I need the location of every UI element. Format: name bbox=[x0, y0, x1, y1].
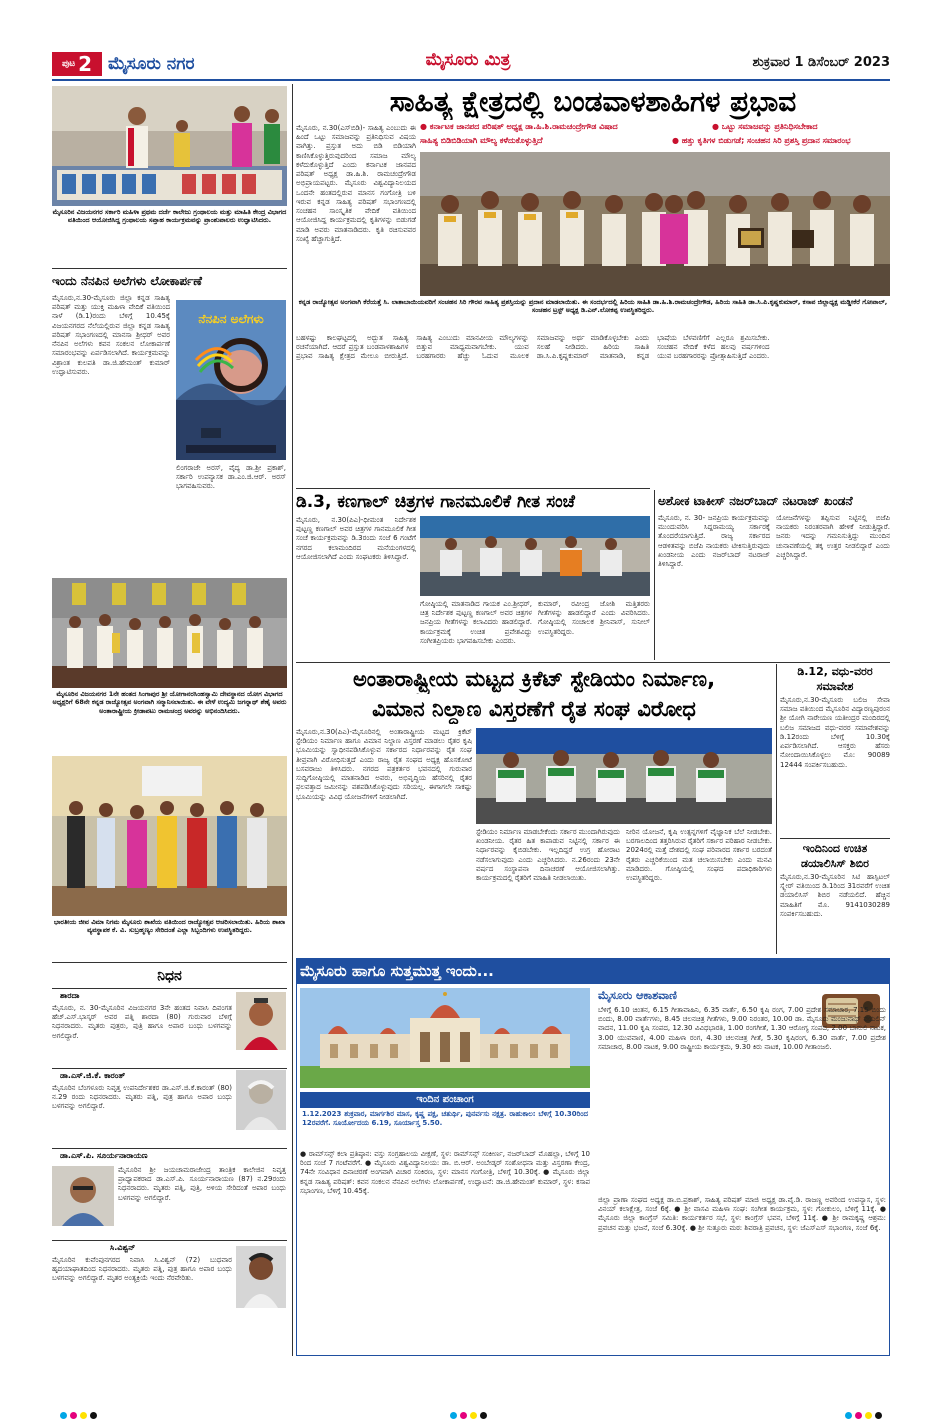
ashoka-headline: ಅಶೋಕ ಟಾಕೀಸ್ ನಜರ್‌ಬಾದ್ ನಟರಾಜ್ ಖಂಡನೆ bbox=[658, 494, 853, 508]
photo-library-caption: ಮೈಸೂರಿನ ವಿಜಯನಗರ ಸರ್ಕಾರಿ ಮಹಿಳಾ ಪ್ರಥಮ ದರ್ಜೆ ಕಾಲೇಜು ಗ್ರಂಥಾಲಯ ಮತ್ತು ಮಾಹಿತಿ ಕೇಂದ್ರ ವಿಭಾಗದ ವತಿಯಿಂದ ಆಯೋಜಿಸಿದ್ದ ಗ್ರಂಥಾಲಯ ಸಪ್ತಾಹ ಕಾರ್ಯಕ್ರಮವನ್ನು ಪ್ರಾಂಶುಪಾಲರು ಉದ್ಘಾಟಿಸಿದರು. bbox=[52, 208, 287, 225]
photo-music-press-meet bbox=[420, 516, 650, 596]
lead-subheadline-2: ● ಒಟ್ಟು ಸಮಾಜವನ್ನು ಪ್ರತಿನಿಧಿಸಬೇಕಾದ bbox=[712, 122, 818, 131]
page-number-badge bbox=[52, 52, 102, 76]
rule bbox=[52, 1240, 287, 1241]
rule bbox=[780, 838, 890, 839]
rule bbox=[52, 962, 287, 963]
music-headline: ಡಿ.3, ಕಣಗಾಲ್ ಚಿತ್ರಗಳ ಗಾನಮೂಲಿಕೆ ಗೀತ ಸಂಚೆ bbox=[296, 492, 575, 512]
printer-registration-marks bbox=[450, 1404, 510, 1414]
dialysis-body: ಮೈಸೂರು,ನ.30-ಮೈಸೂರಿನ ಸಿಟಿ ಹಾಸ್ಪಿಟಲ್ ಸ್ಕ್ವೇರ್ ವತಿಯಿಂದ ಡಿ.1ರಿಂದ 31ರವರೆಗೆ ಉಚಿತ ಡಯಾಲಿಸಿಸ್ ಶಿಬಿರ ನಡೆಯಲಿದೆ. ಹೆಚ್ಚಿನ ಮಾಹಿತಿಗೆ ಮೊ. 9141030289 ಸಂಪರ್ಕಿಸಬಹುದು. bbox=[780, 873, 890, 918]
cricket-headline-line-1: ಅಂತಾರಾಷ್ಟ್ರೀಯ ಮಟ್ಟದ ಕ್ರಿಕೆಟ್ ಸ್ಟೇಡಿಯಂ ನಿರ್ಮಾಣ, bbox=[352, 667, 716, 691]
story-nenapina-headline: ಇಂದು ನೆನಪಿನ ಅಲೆಗಳು ಲೋಕಾರ್ಪಣೆ bbox=[52, 274, 203, 288]
section-title: ಮೈಸೂರು ನಗರ bbox=[108, 54, 195, 74]
lead-body-main: ಬಹಳಷ್ಟು ಕಾಲಘಟ್ಟದಲ್ಲಿ ಅದ್ಭುತ ಸಾಹಿತ್ಯ ರಚನೆಯಾಗಿದೆ. ಆದರೆ ಪ್ರಸ್ತುತ ಬಂಡವಾಳಶಾಹಿಗಳ ಪ್ರಭಾವ ಸಾಹಿತ್ಯ ಕ್ಷೇತ್ರದ ಮೇಲೂ ಬೀರುತ್ತಿದೆ. ಸಾಹಿತ್ಯ ಎಂಬುದು ಮಾನವೀಯ ಮೌಲ್ಯಗಳನ್ನು ಬಿತ್ತುವ ಮಾಧ್ಯಮವಾಗಬೇಕು. ಯುವ ಬರಹಗಾರರು ಹೆಚ್ಚು ಓದುವ ಮೂಲಕ ಸಮಾಜವನ್ನು ಅರ್ಥ ಮಾಡಿಕೊಳ್ಳಬೇಕು ಎಂದು ಸಲಹೆ ನೀಡಿದರು. ಹಿರಿಯ ಸಾಹಿತಿ ಡಾ.ಸಿ.ಪಿ.ಕೃಷ್ಣಕುಮಾರ್ ಮಾತನಾಡಿ, ಕನ್ನಡ ಭಾಷೆಯ ಬೆಳವಣಿಗೆಗೆ ಎಲ್ಲರೂ ಶ್ರಮಿಸಬೇಕು. ಸಂಚಹನ ವೇದಿಕೆ ಕಳೆದ ಹಲವು ವರ್ಷಗಳಿಂದ ಯುವ ಬರಹಗಾರರನ್ನು ಪ್ರೋತ್ಸಾಹಿಸುತ್ತಿದೆ ಎಂದರು. bbox=[296, 334, 770, 361]
page-number: 2 bbox=[78, 52, 93, 76]
lead-photo-caption: ಕನ್ನಡ ರಾಜ್ಯೋತ್ಸವ ಅಂಗವಾಗಿ ಕೆರೆಯತ್ತೆ ಸಿ. ಲಾತಾಬಾಯಿಯವರಿಗೆ ಸಂಚಹನ ಸಿರಿ ಗೌರವ ಸಾಹಿತ್ಯ ಪ್ರಶಸ್ತಿಯನ್ನು ಪ್ರದಾನ ಮಾಡಲಾಯಿತು. ಈ ಸಂದರ್ಭದಲ್ಲಿ ಹಿರಿಯ ಸಾಹಿತಿ ಡಾ.ಹಿ.ಶಿ.ರಾಮಚಂದ್ರೇಗೌಡ, ಹಿರಿಯ ಸಾಹಿತಿ ಡಾ.ಸಿ.ಪಿ.ಕೃಷ್ಣಕುಮಾರ್, ಕಸಾಪ ಜಿಲ್ಲಾಧ್ಯಕ್ಷ ಮಡ್ಡೀಕೆರೆ ಗೋಪಾಲ್, ಸಂಚಹನ ಟ್ರಸ್ಟ್ ಅಧ್ಯಕ್ಷ ಡಿ.ಎನ್.ಲೋಕಪ್ಪ ಉಪಸ್ಥಿತರಿದ್ದರು. bbox=[298, 298, 888, 315]
obituary-name: ಸಿ.ವಿಶ್ವನ್ bbox=[110, 1243, 136, 1252]
music-body-2: ಗೋಷ್ಠಿಯಲ್ಲಿ ಮಾತನಾಡಿದ ಗಾಯಕ ಎಂ.ಶ್ರೀಧರ್, ಚಿತ್ರ ನಿರ್ದೇಶಕ ಪುಟ್ಟಣ್ಣ ಕಣಗಾಲ್ ಅವರ ಚಿತ್ರಗಳ ಜನಪ್ರಿಯ ಗೀತೆಗಳನ್ನು ಕಲಾವಿದರು ಹಾಡಲಿದ್ದಾರೆ. ಕಾರ್ಯಕ್ರಮಕ್ಕೆ ಉಚಿತ ಪ್ರವೇಶವಿದ್ದು ಸಂಗೀತಪ್ರಿಯರು ಭಾಗವಹಿಸಬೇಕು ಎಂದರು. bbox=[420, 600, 532, 645]
rule bbox=[296, 488, 650, 489]
lead-subheadline-1: ● ಕರ್ನಾಟಕ ಜಾನಪದ ಪರಿಷತ್ ಅಧ್ಯಕ್ಷ ಡಾ.ಹಿ.ಶಿ.ರಾಮಚಂದ್ರೇಗೌಡ ವಿಷಾದ bbox=[420, 122, 618, 131]
rule bbox=[52, 1068, 287, 1069]
today-events-1: ● ರಾಮ್‌ಸನ್ಸ್ ಕಲಾ ಪ್ರತಿಷ್ಠಾನ: ವಸ್ತು ಸಂಗ್ರಹಾಲಯ ವೀಕ್ಷಣೆ, ಸ್ಥಳ: ರಾಮ್‌ಸನ್ಸ್ ಸಂಕೀರ್ಣ, ನಜರ್‌ಬಾದ್ ಮೊಹಲ್ಲಾ, ಬೆಳಿಗ್ಗೆ 10 ರಿಂದ ಸಂಜೆ 7 ಗಂಟೆವರೆಗೆ. ● ಮೈಸೂರು ವಿಶ್ವವಿದ್ಯಾನಿಲಯ: ಡಾ. ಬಿ.ಆರ್. ಅಂಬೇಡ್ಕರ್ ಸಂಶೋಧನಾ ಮತ್ತು ವಿಸ್ತರಣಾ ಕೇಂದ್ರ, 74ನೇ ಸಂವಿಧಾನ ದಿನಾಚರಣೆ ಅಂಗವಾಗಿ ವಿಚಾರ ಸಂಕಿರಣ, ಸ್ಥಳ: ಮಾನಸ ಗಂಗೋತ್ರಿ, ಬೆಳಿಗ್ಗೆ 10.30ಕ್ಕೆ. ● ಮೈಸೂರು ಜಿಲ್ಲಾ ಕನ್ನಡ ಸಾಹಿತ್ಯ ಪರಿಷತ್: ಕವನ ಸಂಕಲನ ನೆನಪಿನ ಅಲೆಗಳು ಲೋಕಾರ್ಪಣೆ, ಉದ್ಘಾಟನೆ: ಡಾ.ಜಿ.ಹೇಮಂತ್ ಕುಮಾರ್, ಸ್ಥಳ: ಕಸಾಪ ಸಭಾಂಗಣ, ಬೆಳಿಗ್ಗೆ 10.45ಕ್ಕೆ. bbox=[300, 1150, 590, 1195]
story-nenapina-body-2: ಲಿಂಗರಾಜೇ ಅರಸ್, ವೈದ್ಯ ಡಾ.ಶ್ರೀ ಪ್ರಕಾಶ್, ಸರ್ಕಾರಿ ಉಪನ್ಯಾಸಕ ಡಾ.ಎಂ.ಜಿ.ಆರ್. ಅರಸ್ ಭಾಗವಹಿಸುವರು. bbox=[176, 464, 286, 491]
radio-schedule: ಬೆಳಿಗ್ಗೆ 6.10 ಚಿಂತನ, 6.15 ಗೀತಾವಾಹಿನಿ, 6.35 ವಾರ್ತೆ, 6.50 ಕೃಷಿ ರಂಗ, 7.00 ಪ್ರದೇಶ ಸಮಾಚಾರ, 7.15 ಬಿಂದು ಬಿಂದು, 8.00 ವಾರ್ತೆಗಳು, 8.45 ಚಲನಚಿತ್ರ ಗೀತೆಗಳು, 9.00 ನಿರಂತರ, 10.00 ಡಾ. ಮೈಸೂರು ಮಂಜುನಾಥ್ ವಯಲಿನ್ ವಾದನ, 11.00 ಕೃಷಿ ಸಂಪದ, 12.30 ವಿವಿಧಭಾರತಿ, 1.00 ರಂಗಗೀತೆ, 1.30 ಆರೋಗ್ಯ ಸಂಪದ, 2.00 ಬಾನುಲಿ ನಾಟಕ, 3.00 ಯುವವಾಣಿ, 4.00 ಮಹಿಳಾ ರಂಗ, 4.30 ಚಲನಚಿತ್ರ ಗೀತೆ, 5.30 ಕೃಷಿರಂಗ, 6.30 ವಾರ್ತೆ, 7.00 ಪ್ರದೇಶ ಸಮಾಚಾರ, 8.00 ನಾಟಕ, 9.00 ರಾಷ್ಟ್ರೀಯ ಕಾರ್ಯಕ್ರಮ, 9.30 ಕಿರು ನಾಟಕ, 10.00 ಗೀತಾಂಜಲಿ. bbox=[598, 1006, 886, 1051]
obituary-photo bbox=[236, 1246, 286, 1308]
obituary-body: ಮೈಸೂರಿನ ಕುವೆಂಪುನಗರದ ನಿವಾಸಿ ಸಿ.ವಿಶ್ವನ್ (72) ಬುಧವಾರ ಹೃದಯಾಘಾತದಿಂದ ನಿಧನರಾದರು. ಮೃತರು ಪತ್ನಿ, ಪುತ್ರ ಹಾಗೂ ಅಪಾರ ಬಂಧು ಬಳಗವನ್ನು ಅಗಲಿದ್ದಾರೆ. ಮೃತರ ಅಂತ್ಯಕ್ರಿಯೆ ಇಂದು ನೆರವೇರಿತು. bbox=[52, 1256, 232, 1283]
obituary-name: ಡಾ.ಎಸ್.ಪಿ. ಸೂರ್ಯನಾರಾಯಣ bbox=[60, 1151, 148, 1160]
today-events-2: ಜಿಲ್ಲಾ ಪ್ರಾಣಾ ಸಂಘದ ಅಧ್ಯಕ್ಷ ಡಾ.ಬಿ.ಪ್ರಕಾಶ್, ಸಾಹಿತ್ಯ ಪರಿಷತ್ ಮಾಜಿ ಅಧ್ಯಕ್ಷ ಡಾ.ವೈ.ಡಿ. ರಾಜಣ್ಣ ಅವರಿಂದ ಉಪನ್ಯಾಸ, ಸ್ಥಳ: ವಿನಯ್ ಕಲಾಕ್ಷೇತ್ರ, ಸಂಜೆ 6ಕ್ಕೆ. ● ಶ್ರೀ ವಾಸವಿ ಮಹಿಳಾ ಸಂಘ: ಸಂಗೀತ ಕಾರ್ಯಕ್ರಮ, ಸ್ಥಳ: ಗೋಕುಲಂ, ಬೆಳಿಗ್ಗೆ 11ಕ್ಕೆ. ● ಮೈಸೂರು ಜಿಲ್ಲಾ ಕಾಂಗ್ರೆಸ್ ಸಮಿತಿ: ಕಾರ್ಯಕರ್ತರ ಸಭೆ, ಸ್ಥಳ: ಕಾಂಗ್ರೆಸ್ ಭವನ, ಬೆಳಿಗ್ಗೆ 11ಕ್ಕೆ. ● ಶ್ರೀ ರಾಮಕೃಷ್ಣ ಆಶ್ರಮ: ಪ್ರವಚನ ಮತ್ತು ಭಜನೆ, ಸಂಜೆ 6.30ಕ್ಕೆ. ● ಶ್ರೀ ಸುತ್ತೂರು ಮಠ: ಶಿವರಾತ್ರಿ ಪ್ರವಚನ, ಸ್ಥಳ: ಜೆಎಸ್‌ಎಸ್ ಸಭಾಂಗಣ, ಸಂಜೆ 6ಕ್ಕೆ. bbox=[598, 1196, 886, 1232]
dialysis-headline: ಇಂದಿನಿಂದ ಉಚಿತ ಡಯಾಲಿಸಿಸ್ ಶಿಬಿರ bbox=[801, 842, 869, 870]
radio-header: ಮೈಸೂರು ಆಕಾಶವಾಣಿ bbox=[598, 989, 677, 1002]
obituary-body: ಮೈಸೂರು, ನ. 30-ಮೈಸೂರಿನ ವಿಜಯನಗರ 3ನೇ ಹಂತದ ನಿವಾಸಿ ದಿವಂಗತ ಹೆಚ್.ಎಸ್.ಭಾಸ್ಕರ್ ಅವರ ಪತ್ನಿ ಶಾರದಾ (80) ಗುರುವಾರ ಬೆಳಿಗ್ಗೆ ನಿಧನರಾದರು. ಮೃತರು ಪುತ್ರರು, ಪುತ್ರಿ ಹಾಗೂ ಅಪಾರ ಬಂಧು ಬಳಗವನ್ನು ಅಗಲಿದ್ದಾರೆ. bbox=[52, 1004, 232, 1040]
music-body-1: ಮೈಸೂರು, ನ.30(ಪಿಎ)-ಧೀಮಂತ ನಿರ್ದೇಶಕ ಪುಟ್ಟಣ್ಣ ಕಣಗಾಲ್ ಅವರ ಚಿತ್ರಗಳ ಗಾನಮೂಲಿಕೆ ಗೀತ ಸಂಚೆ ಕಾರ್ಯಕ್ರಮವನ್ನು ಡಿ.3ರಂದು ಸಂಜೆ 6 ಗಂಟೆಗೆ ನಗರದ ಕಲಾಮಂದಿರದ ಮನೆಯಂಗಳದಲ್ಲಿ ಆಯೋಜಿಸಲಾಗಿದೆ ಎಂದು ಸಂಘಟಕರು ತಿಳಿಸಿದ್ದಾರೆ. bbox=[296, 516, 416, 561]
lead-headline: ಸಾಹಿತ್ಯ ಕ್ಷೇತ್ರದಲ್ಲಿ ಬಂಡವಾಳಶಾಹಿಗಳ ಪ್ರಭಾವ bbox=[389, 85, 797, 118]
obituary-photo bbox=[236, 992, 286, 1050]
photo-lic-caption: ಭಾರತೀಯ ಜೀವ ವಿಮಾ ನಿಗಮ ಮೈಸೂರು ಶಾಖೆಯ ವತಿಯಿಂದ ರಾಜ್ಯೋತ್ಸವ ಆಚರಿಸಲಾಯಿತು. ಹಿರಿಯ ಶಾಖಾ ವ್ಯವಸ್ಥಾಪಕ ಕೆ. ವಿ. ಸುಬ್ರಹ್ಮಣ್ಯಂ ಸೇರಿದಂತೆ ಎಲ್ಲಾ ಸಿಬ್ಬಂದಿಗಳು ಉಪಸ್ಥಿತರಿದ್ದರು. bbox=[53, 918, 286, 935]
lead-subheadline-4: ● ಹತ್ತು ಕೃತಿಗಳ ಬಿಡುಗಡೆ; ಸಂಚಹನ ಸಿರಿ ಪ್ರಶಸ್ತಿ ಪ್ರದಾನ ಸಮಾರಂಭ bbox=[672, 136, 851, 145]
photo-farmers-press-meet bbox=[476, 728, 772, 824]
panchanga-body: 1.12.2023 ಶುಕ್ರವಾರ, ಮಾರ್ಗಶಿರ ಮಾಸ, ಕೃಷ್ಣ ಪಕ್ಷ, ಚತುರ್ಥಿ, ಪುನರ್ವಸು ನಕ್ಷತ್ರ. ರಾಹುಕಾಲ: ಬೆಳಿಗ್ಗೆ 10.30ರಿಂದ 12ರವರೆಗೆ. ಸೂರ್ಯೋದಯ 6.19, ಸೂರ್ಯಾಸ್ತ 5.50. bbox=[302, 1110, 588, 1128]
masthead-rule bbox=[52, 79, 890, 81]
page-label: ಪುಟ bbox=[61, 59, 76, 69]
obituary-body: ಮೈಸೂರಿನ ಶ್ರೀ ಜಯಚಾಮರಾಜೇಂದ್ರ ತಾಂತ್ರಿಕ ಕಾಲೇಜಿನ ನಿವೃತ್ತ ಪ್ರಾಧ್ಯಾಪಕರಾದ ಡಾ.ಎಸ್.ಪಿ. ಸೂರ್ಯನಾರಾಯಣ (87) ನ.29ರಂದು ನಿಧನರಾದರು. ಮೃತರು ಪತ್ನಿ, ಪುತ್ರಿ, ಅಳಿಯ ಸೇರಿದಂತೆ ಅಪಾರ ಬಂಧು ಬಳಗವನ್ನು ಅಗಲಿದ್ದಾರೆ. bbox=[118, 1166, 286, 1202]
book-title: ನೆನಪಿನ ಅಲೆಗಳು bbox=[198, 312, 264, 326]
wedding-headline: ಡಿ.12, ವಧು-ವರರ ಸಮಾವೇಶ bbox=[797, 665, 873, 693]
photo-felicitation-stage bbox=[52, 578, 287, 688]
obituary-photo bbox=[52, 1166, 114, 1226]
lead-subheadline-3: ಸಾಹಿತ್ಯ ಬಿಡಿಬಿಡಿಯಾಗಿ ಮೌಲ್ಯ ಕಳೆದುಕೊಳ್ಳುತ್ತಿದೆ bbox=[420, 136, 543, 145]
today-header: ಮೈಸೂರು ಹಾಗೂ ಸುತ್ತಮುತ್ತ ಇಂದು... bbox=[300, 962, 494, 980]
wedding-body: ಮೈಸೂರು,ನ.30-ಮೈಸೂರು ಬಲಿಜ ಸೇವಾ ಸಮಾಜ ವತಿಯಿಂದ ಮೈಸೂರಿನ ವಿದ್ಯಾರಣ್ಯಪುರಂನ ಶ್ರೀ ಯೋಗಿ ನಾರೇಯಣ ಯತೀಂದ್ರರ ಮಂದಿರದಲ್ಲಿ ಬಲಿಜ ಸಮಾಜದ ವಧು-ವರರ ಸಮಾವೇಶವನ್ನು ಡಿ.12ರಂದು ಬೆಳಿಗ್ಗೆ 10.30ಕ್ಕೆ ಏರ್ಪಡಿಸಲಾಗಿದೆ. ಆಸಕ್ತರು ಹೆಸರು ನೋಂದಾಯಿಸಿಕೊಳ್ಳಲು ಮೊ: 90089 12444 ಸಂಪರ್ಕಿಸಬಹುದು. bbox=[780, 696, 890, 769]
cricket-headline-line-2: ವಿಮಾನ ನಿಲ್ದಾಣ ವಿಸ್ತರಣೆಗೆ ರೈತ ಸಂಘ ವಿರೋಧ bbox=[372, 697, 696, 721]
column-separator bbox=[292, 84, 293, 1356]
column-separator bbox=[654, 490, 655, 660]
photo-felicitation-caption: ಮೈಸೂರಿನ ವಿಜಯನಗರ 1ನೇ ಹಂತದ ಸಿಂಗಾಪುರ ಶ್ರೀ ಯೋಗಾನರಸಿಂಹಸ್ವಾಮಿ ದೇವಸ್ಥಾನದ ಯೋಗ ವಿಭಾಗದ ಅಧ್ಯಕ್ಷರಿಗೆ 68ನೇ ಕನ್ನಡ ರಾಜ್ಯೋತ್ಸವ ಅಂಗವಾಗಿ ಸನ್ಮಾನಿಸಲಾಯಿತು. ಈ ವೇಳೆ ಉದ್ಯಮಿ ಜಗನ್ನಾಥ್ ಶೆಣೈ ಅವರು ಅಂತಾರಾಷ್ಟ್ರೀಯ ಕ್ರೀಡಾಪಟು ರಾಮಚಂದ್ರ ಅವರನ್ನು ಅಭಿನಂದಿಸಿದರು. bbox=[52, 690, 287, 715]
ashoka-body-2: ಯೋಜನೆಗಳನ್ನು ತಪ್ಪಿಸುವ ನಿಟ್ಟಿನಲ್ಲಿ ಬಿಜೆಪಿ ನಾಯಕರು ನಿರಂತರವಾಗಿ ಹೇಳಿಕೆ ನೀಡುತ್ತಿದ್ದಾರೆ. ಜನರು ಇದನ್ನು ಗಮನಿಸುತ್ತಿದ್ದು ಮುಂದಿನ ಚುನಾವಣೆಯಲ್ಲಿ ತಕ್ಕ ಉತ್ತರ ನೀಡಲಿದ್ದಾರೆ ಎಂದು ಎಚ್ಚರಿಸಿದ್ದಾರೆ. bbox=[776, 514, 890, 559]
obituary-name: ಡಾ.ಎಸ್.ಜಿ.ಕೆ. ಕಾರಂತ್ bbox=[60, 1071, 126, 1080]
obituary-body: ಮೈಸೂರಿನ ಬೆಂಗಳೂರು ನಿವೃತ್ತ ಉಪನಿರ್ದೇಶಕರ ಡಾ.ಎಸ್.ಜಿ.ಕೆ.ಕಾರಂತ್ (80) ನ.29 ರಂದು ನಿಧನರಾದರು. ಮೃತರು ಪತ್ನಿ, ಪುತ್ರ ಹಾಗೂ ಅಪಾರ ಬಂಧು ಬಳಗವನ್ನು ಅಗಲಿದ್ದಾರೆ. bbox=[52, 1084, 232, 1111]
cricket-body-2: ಸ್ಟೇಡಿಯಂ ನಿರ್ಮಾಣ ಮಾಡಬೇಕೆಂದು ಸರ್ಕಾರ ಮುಂದಾಗಿರುವುದು ಖಂಡನೀಯ. ರೈತರ ಹಿತ ಕಾಪಾಡುವ ನಿಟ್ಟಿನಲ್ಲಿ ಸರ್ಕಾರ ಈ ನಿರ್ಧಾರವನ್ನು ಕೈಬಿಡಬೇಕು. ಇಲ್ಲದಿದ್ದರೆ ಉಗ್ರ ಹೋರಾಟ ನಡೆಸಲಾಗುವುದು ಎಂದು ಎಚ್ಚರಿಸಿದರು. ನ.26ರಂದು 23ನೇ ವರ್ಷದ ಸಂಸ್ಥಾಪನಾ ದಿನಾಚರಣೆ ಆಯೋಜಿಸಲಾಗಿತ್ತು. ಕಾರ್ಯಕ್ರಮದಲ್ಲಿ ರೈತರಿಗೆ ಮಾಹಿತಿ ನೀಡಲಾಯಿತು. bbox=[476, 828, 620, 883]
rule bbox=[296, 662, 890, 663]
printer-registration-marks bbox=[845, 1404, 905, 1414]
photo-library-week bbox=[52, 86, 287, 206]
obituary-name: ಶಾರದಾ bbox=[60, 991, 80, 1000]
rule bbox=[52, 1148, 287, 1149]
rule bbox=[52, 988, 287, 989]
obituary-section-title: ನಿಧನ bbox=[157, 968, 182, 984]
paper-name: ಮೈಸೂರು ಮಿತ್ರ bbox=[425, 50, 511, 70]
masthead-date: ಶುಕ್ರವಾರ 1 ಡಿಸೆಂಬರ್ 2023 bbox=[752, 55, 890, 70]
cricket-body-1: ಮೈಸೂರು,ನ.30(ಪಿಎ)-ಮೈಸೂರಿನಲ್ಲಿ ಅಂತಾರಾಷ್ಟ್ರೀಯ ಮಟ್ಟದ ಕ್ರಿಕೆಟ್ ಸ್ಟೇಡಿಯಂ ನಿರ್ಮಾಣ ಹಾಗೂ ವಿಮಾನ ನಿಲ್ದಾಣ ವಿಸ್ತರಣೆ ಮಾಡಲು ರೈತರ ಕೃಷಿ ಭೂಮಿಯನ್ನು ಸ್ವಾಧೀನಪಡಿಸಿಕೊಳ್ಳುವ ಸರ್ಕಾರದ ನಿರ್ಧಾರವನ್ನು ರೈತ ಸಂಘ ತೀವ್ರವಾಗಿ ವಿರೋಧಿಸುತ್ತದೆ ಎಂದು ರಾಜ್ಯ ರೈತ ಸಂಘದ ಅಧ್ಯಕ್ಷ ಹೊಸಕೋಟೆ ಬಸವರಾಜು ತಿಳಿಸಿದರು. ನಗರದ ಪತ್ರಕರ್ತರ ಭವನದಲ್ಲಿ ಗುರುವಾರ ಸುದ್ದಿಗೋಷ್ಠಿಯಲ್ಲಿ ಮಾತನಾಡಿದ ಅವರು, ಅಭಿವೃದ್ಧಿಯ ಹೆಸರಿನಲ್ಲಿ ರೈತರ ಫಲವತ್ತಾದ ಜಮೀನನ್ನು ವಶಪಡಿಸಿಕೊಳ್ಳುವುದು ಸರಿಯಲ್ಲ. ಈಗಾಗಲೇ ಸಾಕಷ್ಟು ಭೂಮಿಯನ್ನು ವಿವಿಧ ಯೋಜನೆಗಳಿಗೆ ನೀಡಲಾಗಿದೆ. bbox=[296, 728, 472, 801]
lead-body-col1: ಮೈಸೂರು, ನ.30(ಎಸ್‌ಬಿಡಿ)- ಸಾಹಿತ್ಯ ಎಂಬುದು ಈ ಹಿಂದೆ ಒಟ್ಟು ಸಮಾಜವನ್ನು ಪ್ರತಿನಿಧಿಸುವ ವಿಷಯ ವಾಗಿತ್ತು. ಪ್ರಸ್ತುತ ಅದು ಬಿಡಿ ಬಿಡಿಯಾಗಿ ಕಾಣಿಸಿಕೊಳ್ಳುತ್ತಿರುವುದರಿಂದ ಸಮಾಜ ಮೌಲ್ಯ ಕಳೆದುಕೊಳ್ಳುತ್ತಿದೆ ಎಂದು ಕರ್ನಾಟಕ ಜಾನಪದ ಪರಿಷತ್ ಅಧ್ಯಕ್ಷ ಡಾ.ಹಿ.ಶಿ. ರಾಮಚಂದ್ರೇಗೌಡ ಅಭಿಪ್ರಾಯಪಟ್ಟರು. ಮೈಸೂರು ವಿಶ್ವವಿದ್ಯಾನಿಲಯದ ಒಂದನೇ ಹಂತದಲ್ಲಿರುವ ಮಾನಸ ಗಂಗೋತ್ರಿ ಬಳಿ ಇರುವ ಕನ್ನಡ ಸಾಹಿತ್ಯ ಪರಿಷತ್ ಸಭಾಂಗಣದಲ್ಲಿ ಸಂಚಹನ ಸಾಂಸ್ಕೃತಿಕ ವೇದಿಕೆ ವತಿಯಿಂದ ಆಯೋಜಿಸಿದ್ದ ಕಾರ್ಯಕ್ರಮದಲ್ಲಿ ಕೃತಿಗಳನ್ನು ಬಿಡುಗಡೆ ಮಾಡಿ ಅವರು ಮಾತನಾಡಿದರು. ಕೃತಿ ರಚಿಸುವವರ ಸಂಖ್ಯೆ ಹೆಚ್ಚಾಗುತ್ತಿದೆ. bbox=[296, 124, 416, 243]
photo-sanchahana-award bbox=[420, 152, 890, 296]
ashoka-body-1: ಮೈಸೂರು, ನ. 30- ಜನಪ್ರಿಯ ಕಾರ್ಯಕ್ರಮವನ್ನು ಮುಂದುವರಿಸಿ ಸಿದ್ದರಾಮಯ್ಯ ಸರ್ಕಾರಕ್ಕೆ ತೊಂದರೆಯಾಗುತ್ತಿದೆ. ರಾಜ್ಯ ಸರ್ಕಾರದ ಆಡಳಿತವನ್ನು ಬಿಜೆಪಿ ನಾಯಕರು ಟೀಕಿಸುತ್ತಿರುವುದು ಖಂಡನೀಯ ಎಂದು ನಜರ್‌ಬಾದ್ ನಟರಾಜ್ ತಿಳಿಸಿದ್ದಾರೆ. bbox=[658, 514, 770, 569]
rule bbox=[52, 268, 287, 269]
cricket-body-3: ನೀರಿನ ಯೋಜನೆ, ಕೃಷಿ ಉತ್ಪನ್ನಗಳಿಗೆ ವೈಜ್ಞಾನಿಕ ಬೆಲೆ ನೀಡಬೇಕು. ಬರಗಾಲದಿಂದ ತತ್ತರಿಸಿರುವ ರೈತರಿಗೆ ಸರ್ಕಾರ ಪರಿಹಾರ ನೀಡಬೇಕು. 2024ರಲ್ಲಿ ಮತ್ತೆ ದೇಶದಲ್ಲಿ ಸಂಘ ಪರಿವಾರದ ಸರ್ಕಾರ ಬರದಂತೆ ರೈತರು ಎಚ್ಚರಿಕೆಯಿಂದ ಮತ ಚಲಾಯಿಸಬೇಕು ಎಂದು ಮನವಿ ಮಾಡಿದರು. ಗೋಷ್ಠಿಯಲ್ಲಿ ಸಂಘದ ಪದಾಧಿಕಾರಿಗಳು ಉಪಸ್ಥಿತರಿದ್ದರು. bbox=[626, 828, 772, 883]
column-separator bbox=[776, 664, 777, 954]
obituary-photo bbox=[236, 1070, 286, 1130]
music-body-3: ಕುಮಾರ್, ರವೀಂದ್ರ ಜೋಶಿ ಮತ್ತಿತರರು ಗೀತೆಗಳನ್ನು ಹಾಡಲಿದ್ದಾರೆ ಎಂದು ವಿವರಿಸಿದರು. ಗೋಷ್ಠಿಯಲ್ಲಿ ಸಂಚಾಲಕ ಶ್ರೀನಿವಾಸ್, ಸುನೀಲ್ ಉಪಸ್ಥಿತರಿದ್ದರು. bbox=[538, 600, 650, 636]
book-cover-nenapina-alegalu bbox=[176, 300, 286, 460]
printer-registration-marks bbox=[60, 1404, 120, 1414]
panchanga-header: ಇಂದಿನ ಪಂಚಾಂಗ bbox=[416, 1094, 474, 1105]
photo-mysore-palace bbox=[300, 988, 590, 1088]
story-nenapina-body: ಮೈಸೂರು,ನ.30-ಮೈಸೂರು ಜಿಲ್ಲಾ ಕನ್ನಡ ಸಾಹಿತ್ಯ ಪರಿಷತ್ ಮತ್ತು ಯುಕ್ತಿ ಮಹಿಳಾ ವೇದಿಕೆ ವತಿಯಿಂದ ನಾಳೆ (ಡಿ.1)ರಂದು ಬೆಳಿಗ್ಗೆ 10.45ಕ್ಕೆ ವಿಜಯನಗರದ ನೆಲೆಯಲ್ಲಿರುವ ಜಿಲ್ಲಾ ಕನ್ನಡ ಸಾಹಿತ್ಯ ಪರಿಷತ್ ಸಭಾಂಗಣದಲ್ಲಿ ಮಾನಸಾ ಶ್ರೀಧರ್ ಅವರ ನೆನಪಿನ ಅಲೆಗಳು ಕವನ ಸಂಕಲನ ಲೋಕಾರ್ಪಣೆ ಸಮಾರಂಭವನ್ನು ಏರ್ಪಡಿಸಲಾಗಿದೆ. ಕಾರ್ಯಕ್ರಮವನ್ನು ವಿಶ್ರಾಂತ ಕುಲಪತಿ ಡಾ.ಜಿ.ಹೇಮಂತ್ ಕುಮಾರ್ ಉದ್ಘಾಟಿಸುವರು. bbox=[52, 294, 170, 376]
photo-lic-celebration bbox=[52, 756, 287, 916]
